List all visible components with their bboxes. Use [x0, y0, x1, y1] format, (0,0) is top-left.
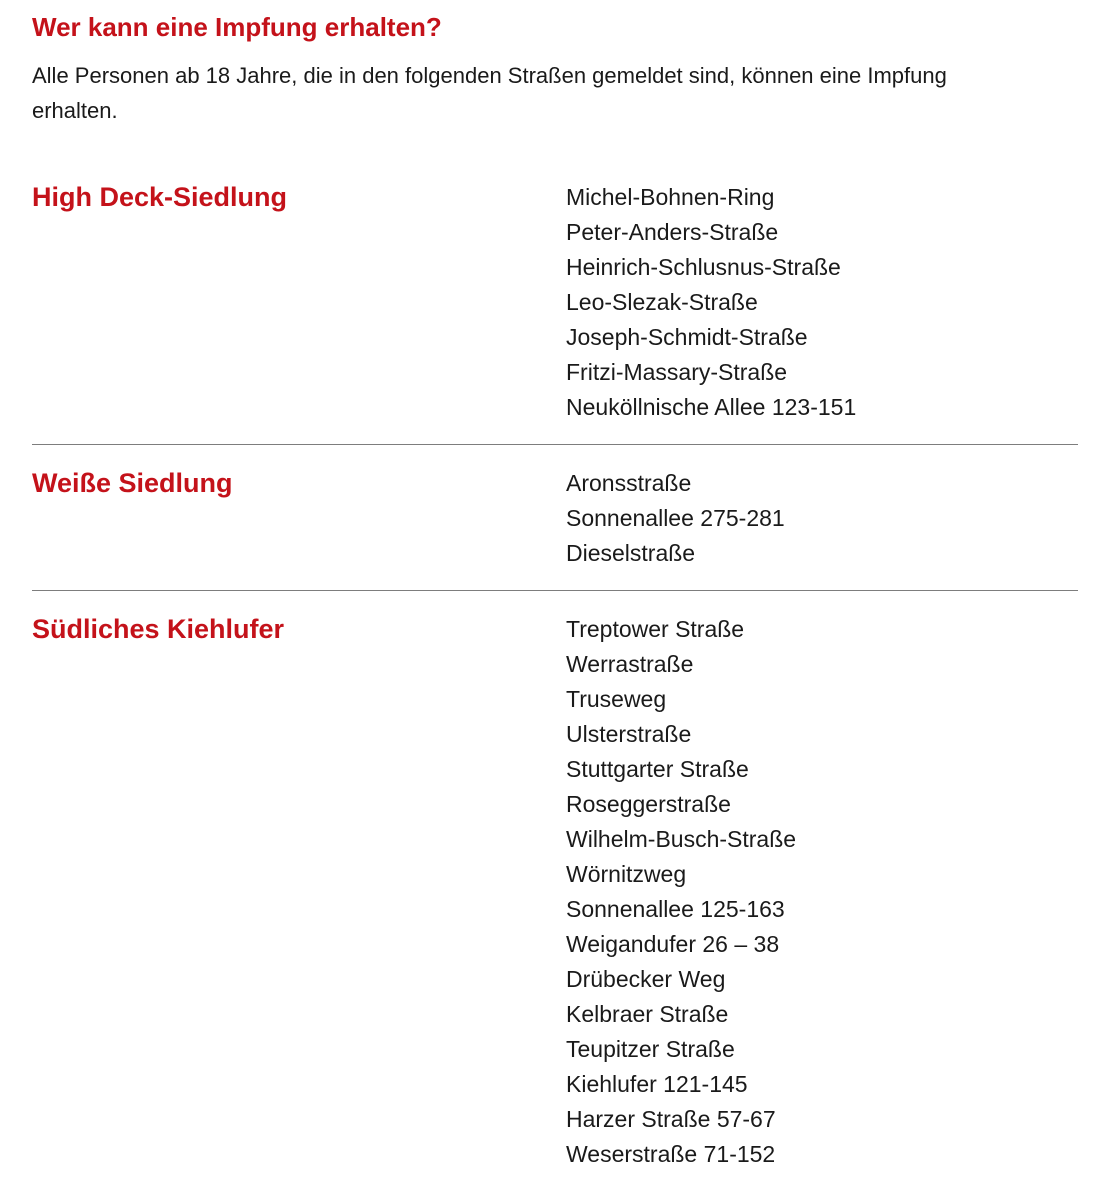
street-list — [566, 612, 796, 1172]
street-item: Drübecker Weg — [566, 966, 726, 992]
street-item: Harzer Straße 57-67 — [566, 1106, 776, 1132]
street-item: Wörnitzweg — [566, 861, 687, 887]
street-item: Kelbraer Straße — [566, 1001, 729, 1027]
section-title: Weiße Siedlung — [32, 468, 233, 498]
section-title: Südliches Kiehlufer — [32, 614, 285, 644]
street-item: Peter-Anders-Straße — [566, 219, 779, 245]
intro-text: Alle Personen ab 18 Jahre, die in den folgenden Straßen gemeldet sind, können eine Impfung erhalten. — [32, 63, 947, 123]
street-item: Aronsstraße — [566, 470, 692, 496]
street-item: Wilhelm-Busch-Straße — [566, 826, 797, 852]
street-item: Weigandufer 26 – 38 — [566, 931, 780, 957]
section-title: High Deck-Siedlung — [32, 182, 288, 212]
page-title: Wer kann eine Impfung erhalten? — [32, 12, 442, 42]
street-item: Werrastraße — [566, 651, 694, 677]
street-item: Kiehlufer 121-145 — [566, 1071, 748, 1097]
street-item: Ulsterstraße — [566, 721, 692, 747]
street-item: Roseggerstraße — [566, 791, 731, 817]
street-item: Leo-Slezak-Straße — [566, 289, 758, 315]
vaccination-eligibility-page — [32, 0, 1078, 1172]
street-list — [566, 466, 785, 571]
street-item: Sonnenallee 275-281 — [566, 505, 785, 531]
street-item: Sonnenallee 125-163 — [566, 896, 785, 922]
street-item: Teupitzer Straße — [566, 1036, 735, 1062]
street-item: Dieselstraße — [566, 540, 696, 566]
street-list — [566, 180, 856, 425]
street-item: Michel-Bohnen-Ring — [566, 184, 775, 210]
section-high-deck-siedlung — [32, 180, 1078, 444]
street-item: Fritzi-Massary-Straße — [566, 359, 788, 385]
street-item: Truseweg — [566, 686, 667, 712]
street-item: Neuköllnische Allee 123-151 — [566, 394, 857, 420]
settlement-sections — [32, 180, 1078, 1172]
street-item: Heinrich-Schlusnus-Straße — [566, 254, 841, 280]
section-suedliches-kiehlufer — [32, 590, 1078, 1172]
street-item: Stuttgarter Straße — [566, 756, 749, 782]
street-item: Joseph-Schmidt-Straße — [566, 324, 808, 350]
street-item: Treptower Straße — [566, 616, 745, 642]
section-weisse-siedlung — [32, 444, 1078, 590]
street-item: Weserstraße 71-152 — [566, 1141, 776, 1167]
